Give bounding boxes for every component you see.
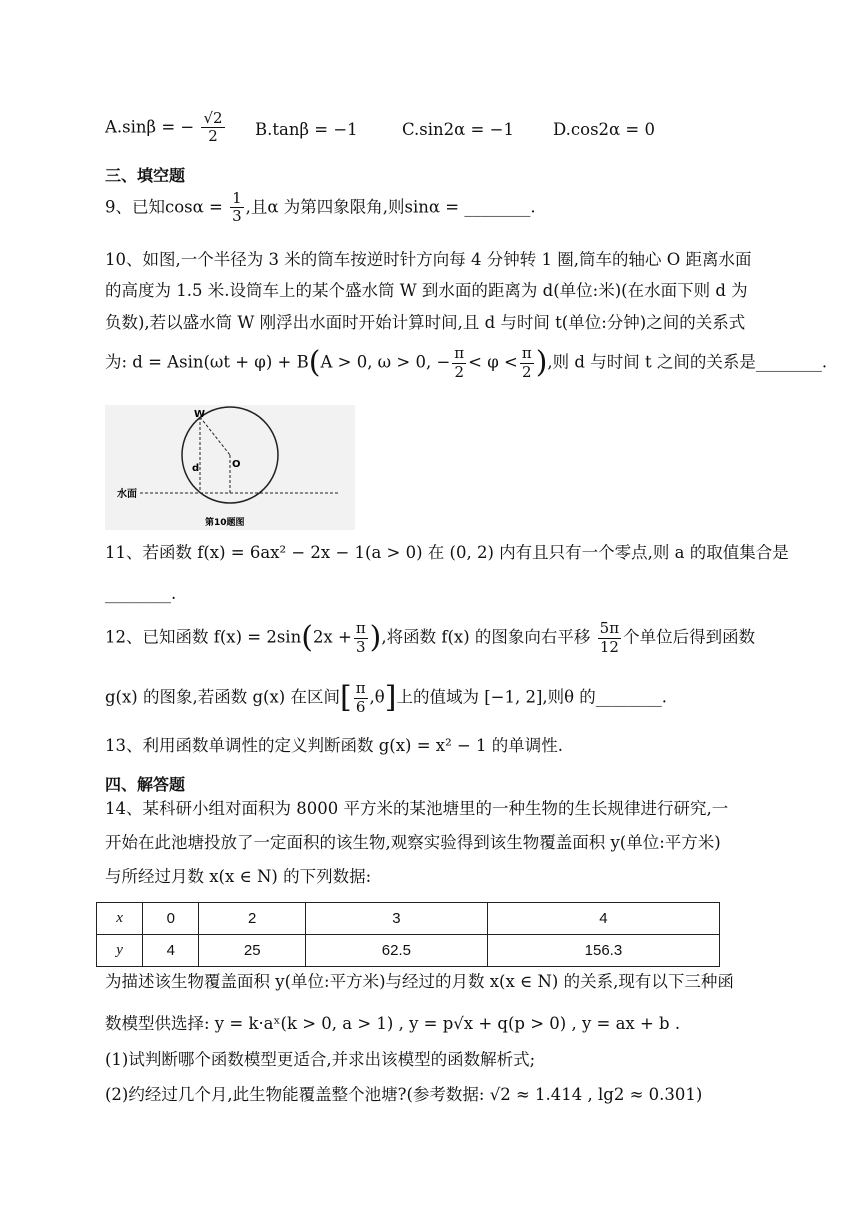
q12-line-2 (105, 680, 760, 716)
q10-line-4 (105, 344, 828, 381)
table-cell: 3 (305, 903, 487, 935)
table-cell: 62.5 (305, 935, 487, 967)
q12-mid: ,将函数 f(x) 的图象向右平移 (381, 627, 591, 647)
q12-pi3-den: 3 (355, 637, 366, 656)
q10-line-3: 负数),若以盛水筒 W 刚浮出水面时开始计算时间,且 d 与时间 t(单位:分钟)之间的关系式 (105, 313, 746, 332)
q14-part-2: (2)约经过几个月,此生物能覆盖整个池塘?(参考数据: √2 ≈ 1.414 , lg2 ≈ 0.301) (105, 1085, 703, 1104)
option-a-expr: sinβ = − (122, 117, 195, 137)
figure-10 (105, 405, 355, 530)
section-3-heading: 三、填空题 (105, 166, 186, 185)
question-9 (105, 190, 760, 226)
table-cell: x (97, 903, 143, 935)
q10-cond-mid: < φ < (468, 352, 518, 372)
option-c-expr: sin2α = −1 (419, 120, 514, 139)
option-b (255, 120, 358, 139)
q12-shift-den: 12 (599, 637, 619, 656)
q12-intro: 12、已知函数 f(x) = 2sin (105, 627, 302, 647)
q12-shift-num: 5π (599, 619, 620, 638)
q12-g-intro: g(x) 的图象,若函数 g(x) 在区间 (105, 687, 340, 707)
table-cell: y (97, 935, 143, 967)
option-d-label: D. (553, 120, 571, 139)
q12-pi6-num: π (355, 679, 366, 698)
q14-line-4: 为描述该生物覆盖面积 y(单位:平方米)与经过的月数 x(x ∈ N) 的关系,现有以下三种函 (105, 972, 734, 991)
q10-line-2: 的高度为 1.5 米.设筒车上的某个盛水筒 W 到水面的距离为 d(单位:米)(在水面下则 d 为 (105, 281, 748, 300)
q9-post: ,且α 为第四象限角,则sinα = ________. (245, 197, 536, 217)
option-a-label: A. (105, 117, 123, 137)
option-a-fraction (201, 110, 224, 146)
table-cell: 25 (199, 935, 306, 967)
q12-paren-right: ) (369, 620, 382, 655)
label-water: 水面 (117, 489, 137, 500)
q12-pi3-num: π (355, 619, 366, 638)
q12-bracket-left: [ (339, 680, 352, 715)
q10-frac1-den: 2 (454, 362, 464, 381)
q9-num: 1 (232, 189, 242, 207)
q10-frac-1 (452, 345, 466, 381)
option-d-expr: cos2α = 0 (570, 120, 655, 139)
q14-line-2: 开始在此池塘投放了一定面积的该生物,观察实验得到该生物覆盖面积 y(单位:平方米) (105, 833, 721, 852)
label-w: W (194, 409, 206, 420)
option-b-expr: tanβ = −1 (272, 120, 358, 139)
q10-formula: 为: d = Asin(ωt + φ) + B (105, 352, 309, 372)
q11-line-1: 11、若函数 f(x) = 6ax² − 2x − 1(a > 0) 在 (0, 2) 内有且只有一个零点,则 a 的取值集合是 (105, 543, 789, 562)
q10-tail: ,则 d 与时间 t 之间的关系是________. (547, 352, 828, 372)
option-b-label: B. (255, 120, 273, 139)
q12-tail: 个单位后得到函数 (623, 627, 756, 647)
q10-cond: A > 0, ω > 0, − (320, 352, 451, 372)
q12-frac-pi3 (354, 620, 368, 656)
option-c-label: C. (402, 120, 420, 139)
q11-line-2: ________. (105, 584, 177, 603)
q10-frac2-den: 2 (522, 362, 532, 381)
label-d: d (192, 463, 200, 474)
table-cell: 0 (143, 903, 199, 935)
q10-frac-2 (520, 345, 534, 381)
q9-den: 3 (232, 207, 242, 226)
q10-frac2-num: π (521, 344, 532, 363)
waterwheel-diagram (105, 405, 355, 530)
q10-paren-left: ( (308, 345, 321, 380)
figure-caption: 第10题图 (205, 518, 245, 528)
section-4-heading: 四、解答题 (105, 775, 186, 794)
q12-paren-left: ( (301, 620, 313, 655)
option-a-den: 2 (208, 127, 218, 146)
q12-frac-pi6 (354, 680, 368, 716)
q12-pi6-den: 6 (355, 697, 366, 716)
q14-line-1: 14、某科研小组对面积为 8000 平方米的某池塘里的一种生物的生长规律进行研究,一 (105, 799, 729, 818)
option-c (402, 120, 514, 139)
table-cell: 4 (143, 935, 199, 967)
table-row (97, 935, 720, 967)
q14-part-1: (1)试判断哪个函数模型更适合,并求出该模型的函数解析式; (105, 1050, 536, 1069)
q12-theta: ,θ (369, 687, 385, 707)
q9-fraction (230, 190, 244, 226)
table-cell: 4 (487, 903, 719, 935)
q12-frac-shift (598, 620, 621, 656)
q10-frac1-num: π (454, 344, 465, 363)
q12-bracket-right: ] (384, 680, 397, 715)
w-to-o-line (200, 417, 230, 455)
option-a-num: √2 (203, 109, 223, 127)
question-13: 13、利用函数单调性的定义判断函数 g(x) = x² − 1 的单调性. (105, 736, 564, 755)
q12-range: 上的值域为 [−1, 2],则θ 的________. (396, 687, 668, 707)
q14-data-table (96, 902, 720, 967)
label-o: O (232, 459, 241, 470)
q14-line-3: 与所经过月数 x(x ∈ N) 的下列数据: (105, 867, 372, 886)
option-d (553, 120, 655, 139)
table-cell: 156.3 (487, 935, 719, 967)
q14-line-5: 数模型供选择: y = k·aˣ(k > 0, a > 1) , y = p√x + q(p > 0) , y = ax + b . (105, 1014, 681, 1033)
table-row (97, 903, 720, 935)
q12-arg: 2x + (312, 627, 352, 647)
table-cell: 2 (199, 903, 306, 935)
q10-line-1: 10、如图,一个半径为 3 米的筒车按逆时针方向每 4 分钟转 1 圈,筒车的轴心 O 距离水面 (105, 250, 752, 269)
q10-paren-right: ) (535, 345, 548, 380)
q9-pre: 9、已知cosα = (105, 197, 223, 217)
option-a (105, 110, 227, 146)
q12-line-1 (105, 620, 760, 656)
